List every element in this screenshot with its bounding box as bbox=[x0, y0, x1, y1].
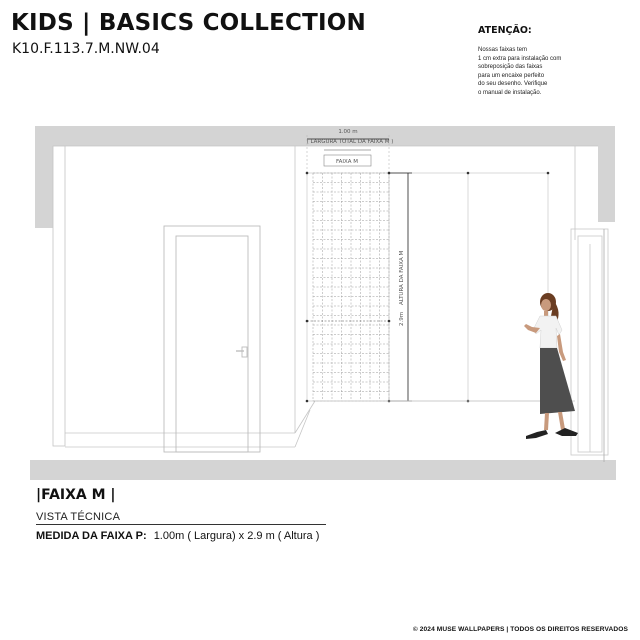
person-leg-left bbox=[544, 413, 549, 430]
corner-dot bbox=[306, 320, 309, 323]
strip-grid bbox=[307, 173, 389, 401]
floor-band bbox=[30, 460, 616, 480]
door-panel bbox=[176, 236, 248, 452]
measure-line bbox=[36, 530, 319, 542]
window-frame bbox=[571, 229, 608, 455]
wall-panels bbox=[307, 173, 548, 401]
person-shoe-right bbox=[555, 428, 578, 436]
view-label: VISTA TÉCNICA bbox=[36, 511, 121, 523]
floor-left-diagonal bbox=[295, 410, 310, 447]
strip-label-box bbox=[324, 150, 371, 166]
page-title: KIDS | BASICS COLLECTION bbox=[11, 10, 366, 36]
height-dimension bbox=[389, 173, 412, 401]
corner-dot bbox=[547, 172, 550, 175]
corner-dot bbox=[306, 400, 309, 403]
copyright-footer: © 2024 MUSE WALLPAPERS | TODOS OS DIREITOS RESERVADOS bbox=[412, 626, 628, 633]
person-skirt bbox=[540, 348, 575, 414]
person-shirt bbox=[533, 316, 562, 348]
notice-line: Nossas faixas tem bbox=[478, 47, 528, 53]
width-value: 1.00 m bbox=[338, 129, 358, 135]
notice-line: 1 cm extra para instalação com bbox=[478, 55, 562, 62]
view-divider bbox=[36, 524, 326, 525]
notice-line: sobreposição das faixas bbox=[478, 64, 543, 71]
person-figure bbox=[524, 293, 578, 439]
corner-dot bbox=[467, 172, 470, 175]
product-code: K10.F.113.7.M.NW.04 bbox=[12, 41, 160, 57]
door bbox=[164, 226, 260, 452]
measure-label: MEDIDA DA FAIXA P: bbox=[36, 530, 147, 542]
notice-line: do seu desenho. Verifique bbox=[478, 81, 548, 88]
side-window bbox=[571, 229, 608, 462]
left-wall-stub bbox=[35, 146, 53, 228]
right-wall-stub bbox=[598, 146, 615, 222]
notice-line: o manual de instalação. bbox=[478, 89, 542, 96]
person-neck bbox=[544, 311, 548, 316]
corner-dot bbox=[388, 320, 391, 323]
strip-heading: |FAIXA M | bbox=[36, 487, 116, 503]
person-shoe-left bbox=[526, 430, 548, 439]
height-value: 2.9m bbox=[399, 311, 405, 326]
height-caption: ALTURA DA FAIXA M bbox=[399, 250, 405, 305]
wall-panel-outline bbox=[307, 173, 548, 401]
measure-value: 1.00m ( Largura) x 2.9 m ( Altura ) bbox=[153, 530, 320, 542]
strip-label: FAIXA M bbox=[335, 159, 359, 165]
notice-line: para um encaixe perfeito bbox=[478, 72, 545, 79]
person-face bbox=[541, 299, 551, 311]
left-wall-edge bbox=[53, 146, 65, 446]
floor-left-diagonal bbox=[295, 401, 315, 433]
door-lock bbox=[242, 347, 247, 357]
door-frame bbox=[164, 226, 260, 452]
person-leg-right bbox=[558, 412, 565, 430]
corner-dot bbox=[306, 172, 309, 175]
width-caption: ( LARGURA TOTAL DA FAIXA M ) bbox=[306, 139, 394, 145]
notice-heading: ATENÇÃO: bbox=[478, 25, 532, 36]
